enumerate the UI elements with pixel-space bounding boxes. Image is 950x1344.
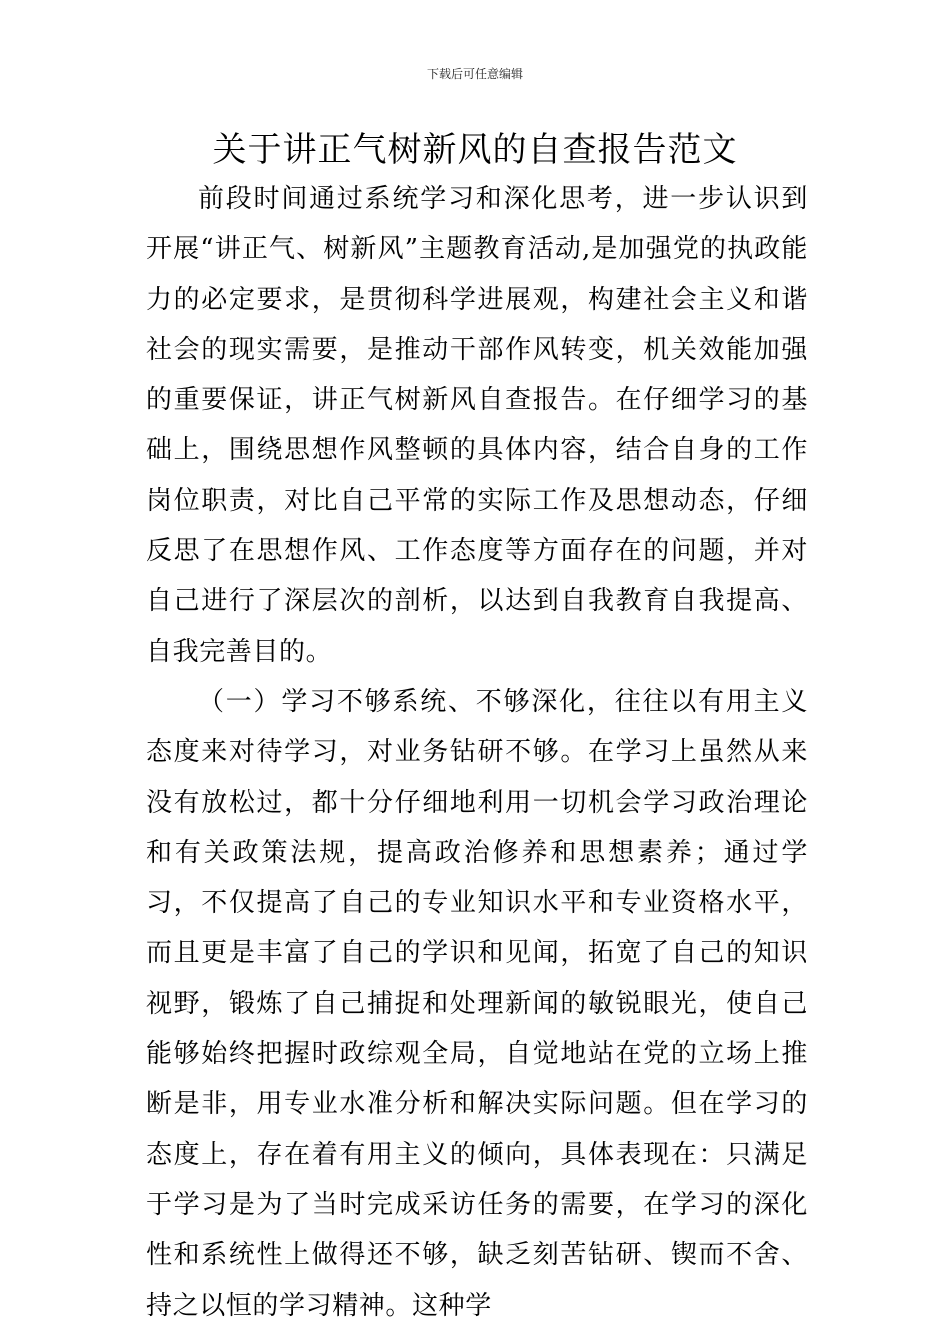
paragraph-intro: 前段时间通过系统学习和深化思考，进一步认识到开展“讲正气、树新风”主题教育活动,是加强党的执政能力的必定要求，是贯彻科学进展观，构建社会主义和谐社会的现实需要，是推动干部作风转变，机关效能加强的重要保证，讲正气树新风自查报告。在仔细学习的基础上，围绕思想作风整顿的具体内容，结合自身的工作岗位职责，对比自己平常的实际工作及思想动态，仔细反思了在思想作风、工作态度等方面存在的问题，并对自己进行了深层次的剖析，以达到自我教育自我提高、自我完善目的。 <box>146 184 808 667</box>
document-title: 关于讲正气树新风的自查报告范文 <box>212 130 738 170</box>
download-note: 下载后可任意编辑 <box>426 67 523 81</box>
document-body <box>146 174 808 1331</box>
paragraph-section-one: （一）学习不够系统、不够深化，往往以有用主义态度来对待学习，对业务钻研不够。在学习上虽然从来没有放松过，都十分仔细地利用一切机会学习政治理论和有关政策法规，提高政治修养和思想素养；通过学习，不仅提高了自己的专业知识水平和专业资格水平，而且更是丰富了自己的学识和见闻，拓宽了自己的知识视野，锻炼了自己捕捉和处理新闻的敏锐眼光，使自己能够始终把握时政综观全局，自觉地站在党的立场上推断是非，用专业水准分析和解决实际问题。但在学习的态度上，存在着有用主义的倾向，具体表现在：只满足于学习是为了当时完成采访任务的需要，在学习的深化性和系统性上做得还不够，缺乏刻苦钻研、锲而不舍、持之以恒的学习精神。这种学 <box>146 686 808 1321</box>
